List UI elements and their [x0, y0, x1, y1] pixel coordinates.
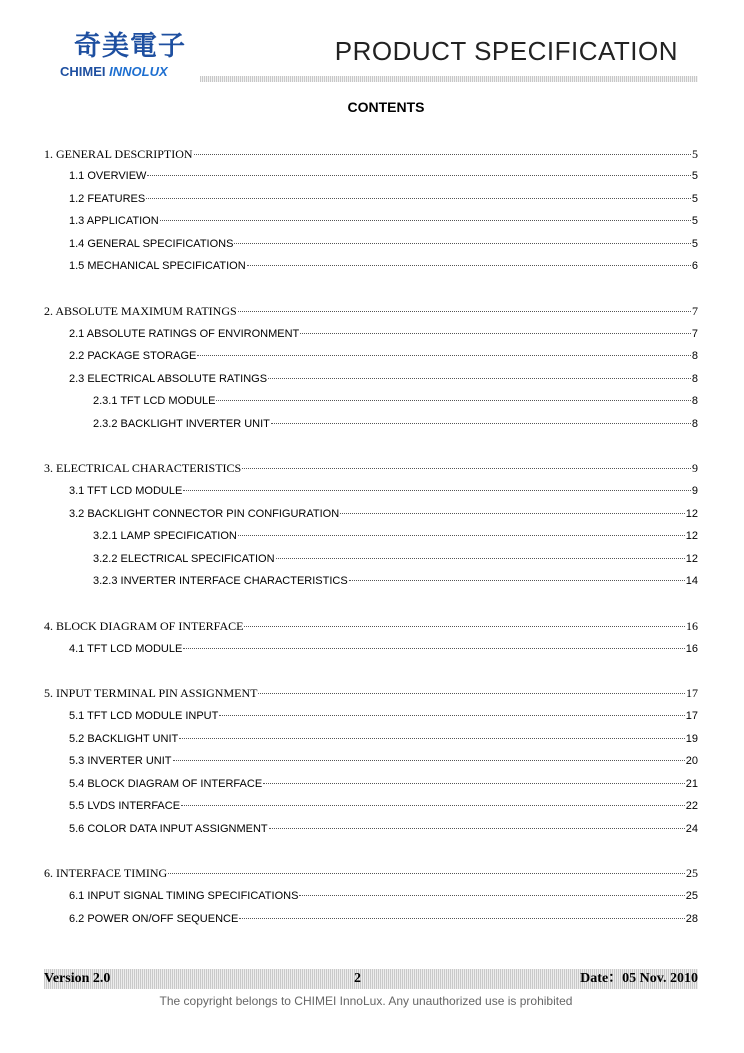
toc-entry-label: 5.2 BACKLIGHT UNIT [69, 733, 179, 745]
toc-entry[interactable] [69, 730, 698, 748]
toc-entry[interactable] [69, 482, 698, 500]
toc-entry-label: 1.5 MECHANICAL SPECIFICATION [69, 260, 246, 272]
toc-entry[interactable] [44, 617, 698, 635]
toc-entry-label: 6.2 POWER ON/OFF SEQUENCE [69, 913, 239, 925]
footer-date: Date：05 Nov. 2010 [580, 971, 698, 986]
toc-entry[interactable] [69, 257, 698, 275]
toc-entry[interactable] [69, 347, 698, 365]
toc-entry-page: 6 [691, 260, 698, 272]
toc-dot-leader [258, 693, 685, 694]
toc-entry-page: 12 [685, 508, 698, 520]
page-header [0, 0, 744, 95]
toc-dot-leader [147, 175, 690, 176]
toc-dot-leader [242, 468, 691, 469]
toc-entry[interactable] [93, 550, 698, 568]
toc-entry-page: 14 [685, 575, 698, 587]
toc-entry-label: 1.4 GENERAL SPECIFICATIONS [69, 238, 234, 250]
toc-dot-leader [183, 648, 684, 649]
toc-entry[interactable] [69, 887, 698, 905]
toc-entry-label: 3. ELECTRICAL CHARACTERISTICS [44, 461, 242, 475]
toc-dot-leader [238, 535, 685, 536]
toc-dot-leader [247, 265, 691, 266]
toc-entry[interactable] [93, 392, 698, 410]
toc-entry-page: 8 [691, 395, 698, 407]
toc-dot-leader [244, 626, 685, 627]
toc-entry-page: 22 [685, 800, 698, 812]
toc-dot-leader [300, 333, 691, 334]
toc-dot-leader [299, 895, 684, 896]
toc-entry[interactable] [44, 684, 698, 702]
logo-cjk-text: 奇美電子 [74, 31, 186, 62]
toc-entry-page: 25 [686, 866, 698, 880]
toc-entry-page: 8 [691, 373, 698, 385]
toc-entry[interactable] [44, 459, 698, 477]
toc-entry-page: 5 [691, 215, 698, 227]
contents-heading: CONTENTS [347, 99, 425, 115]
toc-entry[interactable] [69, 167, 698, 185]
toc-entry-label: 3.2 BACKLIGHT CONNECTOR PIN CONFIGURATION [69, 508, 340, 520]
toc-entry-label: 2. ABSOLUTE MAXIMUM RATINGS [44, 304, 237, 318]
toc-entry[interactable] [69, 505, 698, 523]
toc-entry-label: 5.6 COLOR DATA INPUT ASSIGNMENT [69, 823, 268, 835]
toc-entry[interactable] [69, 820, 698, 838]
toc-entry[interactable] [93, 415, 698, 433]
toc-entry-label: 2.1 ABSOLUTE RATINGS OF ENVIRONMENT [69, 328, 300, 340]
toc-entry[interactable] [69, 707, 698, 725]
toc-entry-label: 2.3 ELECTRICAL ABSOLUTE RATINGS [69, 373, 268, 385]
toc-entry[interactable] [44, 864, 698, 882]
toc-dot-leader [349, 580, 685, 581]
toc-entry-page: 7 [691, 328, 698, 340]
document-title: PRODUCT SPECIFICATION [334, 36, 678, 66]
header-divider [200, 76, 698, 82]
toc-dot-leader [269, 828, 685, 829]
toc-entry-label: 5.1 TFT LCD MODULE INPUT [69, 710, 219, 722]
toc-entry-label: 3.1 TFT LCD MODULE [69, 485, 183, 497]
toc-entry[interactable] [44, 302, 698, 320]
toc-entry-page: 17 [685, 710, 698, 722]
toc-dot-leader [197, 355, 691, 356]
company-logo [60, 32, 210, 82]
toc-dot-leader [181, 805, 685, 806]
toc-entry-label: 2.3.2 BACKLIGHT INVERTER UNIT [93, 418, 270, 430]
toc-entry-page: 17 [686, 686, 698, 700]
copyright-notice: The copyright belongs to CHIMEI InnoLux. Any unauthorized use is prohibited [159, 994, 573, 1008]
toc-entry[interactable] [69, 325, 698, 343]
toc-entry-page: 9 [691, 485, 698, 497]
toc-dot-leader [216, 400, 690, 401]
toc-entry-label: 5.3 INVERTER UNIT [69, 755, 172, 767]
logo-brand-text [60, 65, 168, 79]
toc-dot-leader [160, 220, 691, 221]
toc-dot-leader [234, 243, 690, 244]
toc-entry[interactable] [69, 775, 698, 793]
toc-entry-page: 5 [691, 170, 698, 182]
toc-dot-leader [238, 311, 691, 312]
toc-entry-label: 4.1 TFT LCD MODULE [69, 643, 183, 655]
toc-entry[interactable] [69, 797, 698, 815]
toc-dot-leader [268, 378, 691, 379]
toc-entry-label: 2.2 PACKAGE STORAGE [69, 350, 197, 362]
toc-entry-page: 24 [685, 823, 698, 835]
footer-page-number: 2 [354, 971, 361, 986]
toc-entry-page: 5 [692, 147, 698, 161]
toc-entry-page: 16 [685, 643, 698, 655]
toc-entry[interactable] [69, 910, 698, 928]
toc-entry-page: 16 [686, 619, 698, 633]
toc-entry-label: 6.1 INPUT SIGNAL TIMING SPECIFICATIONS [69, 890, 299, 902]
toc-entry[interactable] [69, 640, 698, 658]
logo-innolux: INNOLUX [109, 64, 168, 79]
toc-entry-label: 5.5 LVDS INTERFACE [69, 800, 181, 812]
toc-entry-page: 7 [692, 304, 698, 318]
toc-dot-leader [173, 760, 685, 761]
footer-version: Version 2.0 [44, 971, 111, 986]
toc-entry[interactable] [69, 235, 698, 253]
toc-dot-leader [271, 423, 691, 424]
toc-dot-leader [183, 490, 691, 491]
toc-entry[interactable] [69, 190, 698, 208]
toc-entry-page: 12 [685, 553, 698, 565]
toc-dot-leader [263, 783, 685, 784]
toc-entry-page: 5 [691, 193, 698, 205]
toc-entry[interactable] [69, 370, 698, 388]
toc-entry[interactable] [69, 752, 698, 770]
toc-entry-label: 5. INPUT TERMINAL PIN ASSIGNMENT [44, 686, 258, 700]
toc-entry-label: 1. GENERAL DESCRIPTION [44, 147, 193, 161]
toc-entry-label: 1.3 APPLICATION [69, 215, 159, 227]
toc-dot-leader [146, 198, 691, 199]
toc-entry-label: 3.2.3 INVERTER INTERFACE CHARACTERISTICS [93, 575, 348, 587]
toc-entry-page: 21 [685, 778, 698, 790]
toc-dot-leader [239, 918, 684, 919]
toc-entry-page: 19 [685, 733, 698, 745]
toc-dot-leader [179, 738, 685, 739]
toc-entry-label: 4. BLOCK DIAGRAM OF INTERFACE [44, 619, 244, 633]
toc-entry-label: 3.2.1 LAMP SPECIFICATION [93, 530, 237, 542]
toc-dot-leader [168, 873, 685, 874]
toc-entry-page: 25 [685, 890, 698, 902]
toc-entry[interactable] [93, 527, 698, 545]
toc-entry-page: 8 [691, 350, 698, 362]
toc-entry-page: 20 [685, 755, 698, 767]
toc-entry-label: 5.4 BLOCK DIAGRAM OF INTERFACE [69, 778, 263, 790]
toc-dot-leader [194, 154, 691, 155]
toc-entry-page: 28 [685, 913, 698, 925]
toc-entry[interactable] [93, 572, 698, 590]
toc-entry-label: 1.1 OVERVIEW [69, 170, 147, 182]
toc-entry-label: 1.2 FEATURES [69, 193, 146, 205]
toc-entry-page: 5 [691, 238, 698, 250]
toc-entry-page: 12 [685, 530, 698, 542]
toc-dot-leader [276, 558, 685, 559]
toc-dot-leader [340, 513, 685, 514]
toc-entry-label: 6. INTERFACE TIMING [44, 866, 168, 880]
toc-entry-page: 9 [692, 461, 698, 475]
toc-entry-page: 8 [691, 418, 698, 430]
toc-entry-label: 2.3.1 TFT LCD MODULE [93, 395, 216, 407]
logo-chimei: CHIMEI [60, 64, 106, 79]
toc-dot-leader [219, 715, 684, 716]
toc-entry[interactable] [44, 145, 698, 163]
toc-entry-label: 3.2.2 ELECTRICAL SPECIFICATION [93, 553, 275, 565]
toc-entry[interactable] [69, 212, 698, 230]
